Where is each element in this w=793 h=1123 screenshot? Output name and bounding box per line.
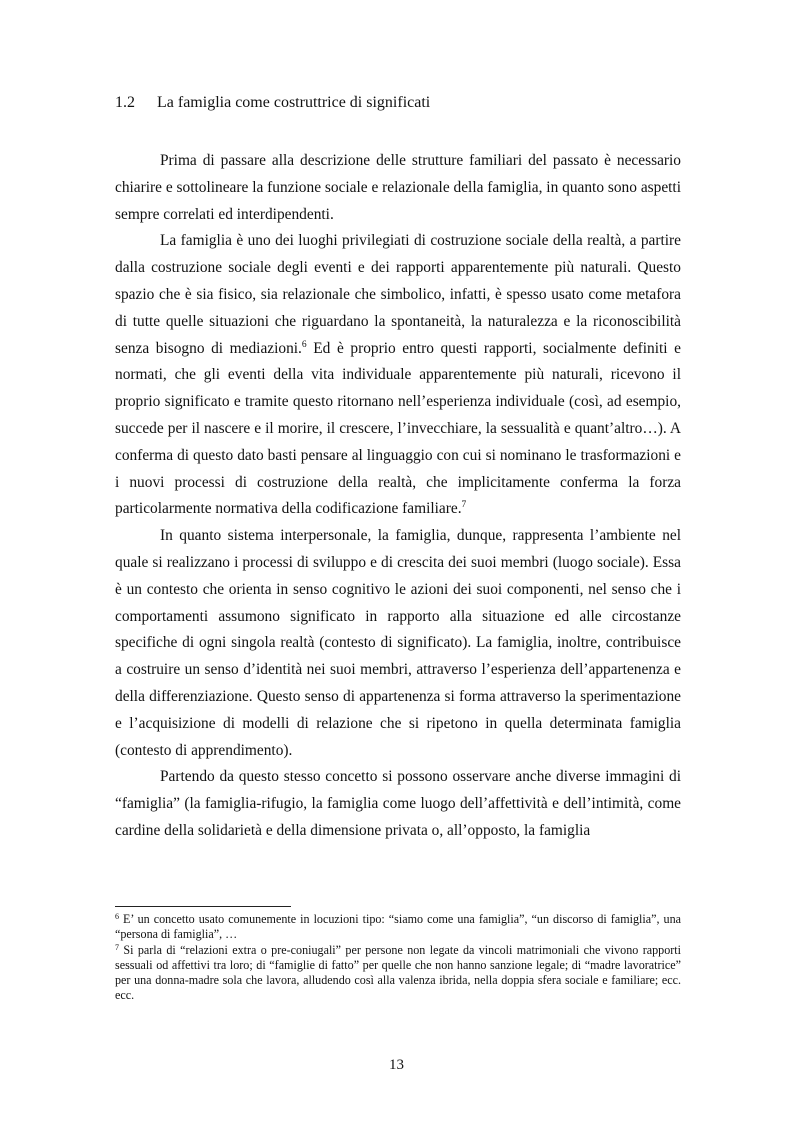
footnote (115, 943, 681, 1004)
footnote-marker: 7 (115, 942, 119, 952)
footnote-ref[interactable]: 6 (301, 339, 307, 350)
footnote (115, 912, 681, 943)
paragraph: Partendo da questo stesso concetto si possono osservare anche diverse immagini di “famiglia” (la famiglia-rifugio, la famiglia come luogo dell’affettività e dell’intimità, come cardine della solidarietà e della dimensione privata o, all’opposto, la famiglia (115, 768, 681, 839)
page-number: 13 (389, 1057, 404, 1073)
section-title: La famiglia come costruttrice di significati (157, 94, 431, 111)
section-number: 1.2 (115, 94, 135, 111)
paragraph: Prima di passare alla descrizione delle strutture familiari del passato è necessario chiarire e sottolineare la funzione sociale e relazionale della famiglia, in quanto sono aspetti sempre correlati ed interdipendenti. (115, 152, 681, 223)
paragraph-text: La famiglia è uno dei luoghi privilegiati di costruzione sociale della realtà, a partire dalla costruzione sociale degli eventi e dei rapporti apparentemente più naturali. Questo spazio che è sia fisico, sia relazionale che simbolico, infatti, è spesso usato come metafora di tutte quelle situazioni che riguardano la spontaneità, la naturalezza e la riconoscibilità senza bisogno di mediazioni. (115, 232, 681, 357)
footnote-marker: 6 (115, 912, 119, 921)
paragraph: In quanto sistema interpersonale, la famiglia, dunque, rappresenta l’ambiente nel quale si realizzano i processi di sviluppo e di crescita dei suoi membri (luogo sociale). Essa è un contesto che orienta in senso cognitivo le azioni dei suoi componenti, nel senso che i comportamenti assumono significato in rapporto alla situazione ed alle circostanze specifiche di ogni singola realtà (contesto di significato). La famiglia, inoltre, contribuisce a costruire un senso d’identità nei suoi membri, attraverso l’esperienza dell’appartenenza e della differenziazione. Questo senso di appartenenza si forma attraverso la sperimentazione e l’acquisizione di modelli di relazione che si ripetono in quella determinata famiglia (contesto di apprendimento). (115, 527, 681, 759)
footnotes (115, 912, 681, 1004)
footnote-text: E’ un concetto usato comunemente in locuzioni tipo: “siamo come una famiglia”, “un discorso di famiglia”, una “persona di famiglia”, … (115, 912, 681, 942)
paragraph (115, 228, 681, 523)
footnote-ref[interactable]: 7 (461, 500, 467, 511)
footnote-text: Si parla di “relazioni extra o pre-coniugali” per persone non legate da vincoli matrimoniali che vivono rapporti sessuali od affettivi tra loro; di “famiglie di fatto” per quelle che non hanno sanzione legale; di “madre lavoratrice” per una donna-madre sola che lavora, alludendo così alla valenza ibrida, nella doppia sfera sociale e familiare; ecc. ecc. (115, 942, 681, 1003)
section-heading (115, 94, 430, 112)
paragraph-text: Ed è proprio entro questi rapporti, socialmente definiti e normati, che gli eventi della vita individuale apparentemente più naturali, ricevono il proprio significato e tramite questo ritornano nell’esperienza individuale (così, ad esempio, succede per il nascere e il morire, il crescere, l’invecchiare, la sessualità e quant’altro…). A conferma di questo dato basti pensare al linguaggio con cui si nominano le trasformazioni e i nuovi processi di costruzione della realtà, che implicitamente conferma la forza particolarmente normativa della codificazione familiare. (115, 339, 681, 518)
footnote-divider (115, 906, 291, 907)
body-text (115, 148, 681, 845)
